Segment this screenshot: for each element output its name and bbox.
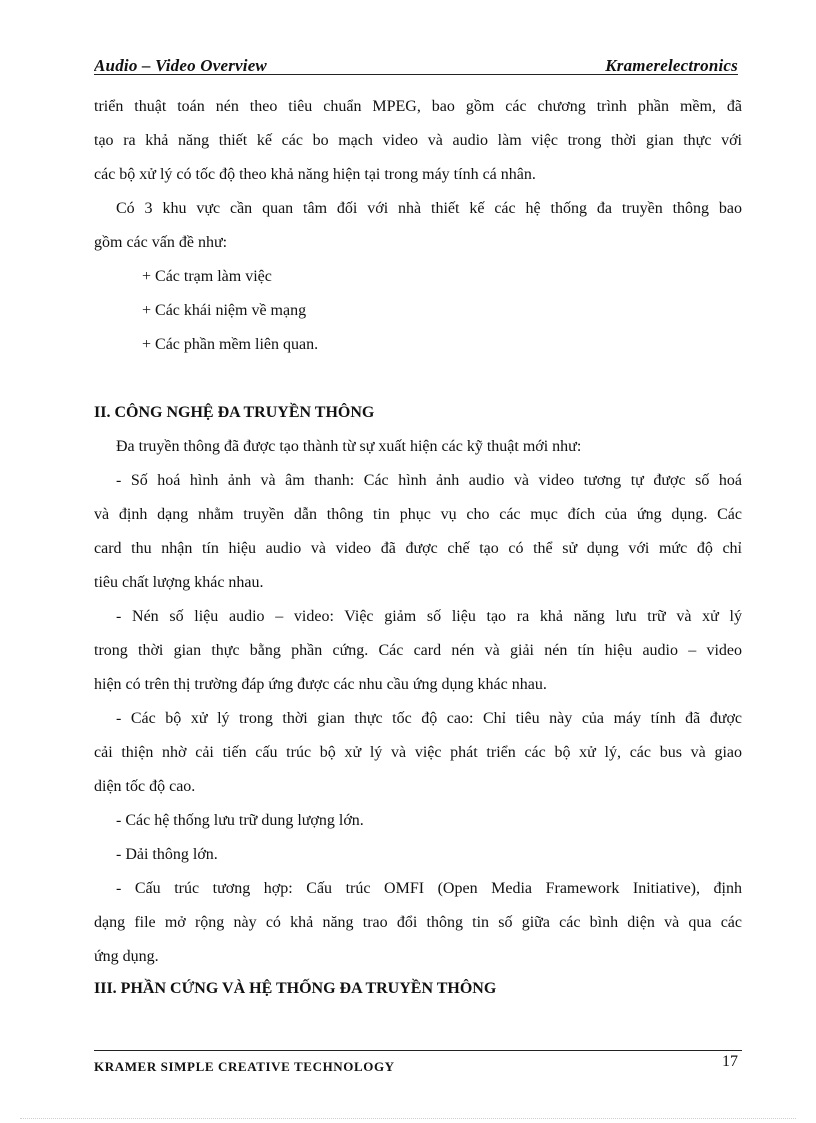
list-item: + Các khái niệm về mạng xyxy=(142,302,307,319)
text-line: - Cấu trúc tương hợp: Cấu trúc OMFI (Open Media Framework Initiative), định xyxy=(116,880,742,897)
text-line: hiện có trên thị trường đáp ứng được các nhu cầu ứng dụng khác nhau. xyxy=(94,676,547,693)
text-line: - Số hoá hình ảnh và âm thanh: Các hình ảnh audio và video tương tự được số hoá xyxy=(116,472,742,489)
text-line: trong thời gian thực bằng phần cứng. Các card nén và giải nén tín hiệu audio – video xyxy=(94,642,742,659)
page-footer xyxy=(94,1050,742,1071)
section-heading: II. CÔNG NGHỆ ĐA TRUYỀN THÔNG xyxy=(94,404,375,421)
footer-slogan: KRAMER SIMPLE CREATIVE TECHNOLOGY xyxy=(94,1059,395,1071)
text-line: - Các bộ xử lý trong thời gian thực tốc độ cao: Chỉ tiêu này của máy tính đã được xyxy=(116,710,742,727)
text-line: Đa truyền thông đã được tạo thành từ sự xuất hiện các kỹ thuật mới như: xyxy=(116,438,582,455)
section-heading: III. PHẦN CỨNG VÀ HỆ THỐNG ĐA TRUYỀN THÔNG xyxy=(94,980,497,997)
page-edge-divider xyxy=(20,1118,796,1119)
text-line: Có 3 khu vực cần quan tâm đối với nhà thiết kế các hệ thống đa truyền thông bao xyxy=(116,200,742,217)
text-line: triển thuật toán nén theo tiêu chuẩn MPEG, bao gồm các chương trình phần mềm, đã xyxy=(94,98,742,115)
header-title: Audio – Video Overview xyxy=(94,56,267,75)
text-line: - Dải thông lớn. xyxy=(116,846,218,863)
text-line: tiêu chất lượng khác nhau. xyxy=(94,574,264,591)
text-line: gồm các vấn đề như: xyxy=(94,234,228,251)
text-line: - Các hệ thống lưu trữ dung lượng lớn. xyxy=(116,812,364,829)
text-line: - Nén số liệu audio – video: Việc giảm số liệu tạo ra khả năng lưu trữ và xử lý xyxy=(116,608,742,625)
text-line: cải thiện nhờ cải tiến cấu trúc bộ xử lý và việc phát triển các bộ xử lý, các bus và giao xyxy=(94,744,742,761)
text-line: card thu nhận tín hiệu audio và video đã được chế tạo có thể sử dụng với mức độ chỉ xyxy=(94,540,742,557)
page-number: 17 xyxy=(722,1053,738,1070)
text-line: các bộ xử lý có tốc độ theo khả năng hiện tại trong máy tính cá nhân. xyxy=(94,166,536,183)
text-line: tạo ra khả năng thiết kế các bo mạch video và audio làm việc trong thời gian thực với xyxy=(94,132,742,149)
header-company: Kramerelectronics xyxy=(605,56,738,75)
text-line: và định dạng nhằm truyền dẫn thông tin phục vụ cho các mục đích của ứng dụng. Các xyxy=(94,506,742,523)
text-line: diện tốc độ cao. xyxy=(94,778,196,795)
list-item: + Các phần mềm liên quan. xyxy=(142,336,319,353)
page-header xyxy=(94,54,738,75)
text-line: dạng file mở rộng này có khả năng trao đổi thông tin số giữa các bình diện và qua các xyxy=(94,914,742,931)
text-line: ứng dụng. xyxy=(94,948,159,965)
list-item: + Các trạm làm việc xyxy=(142,268,272,285)
